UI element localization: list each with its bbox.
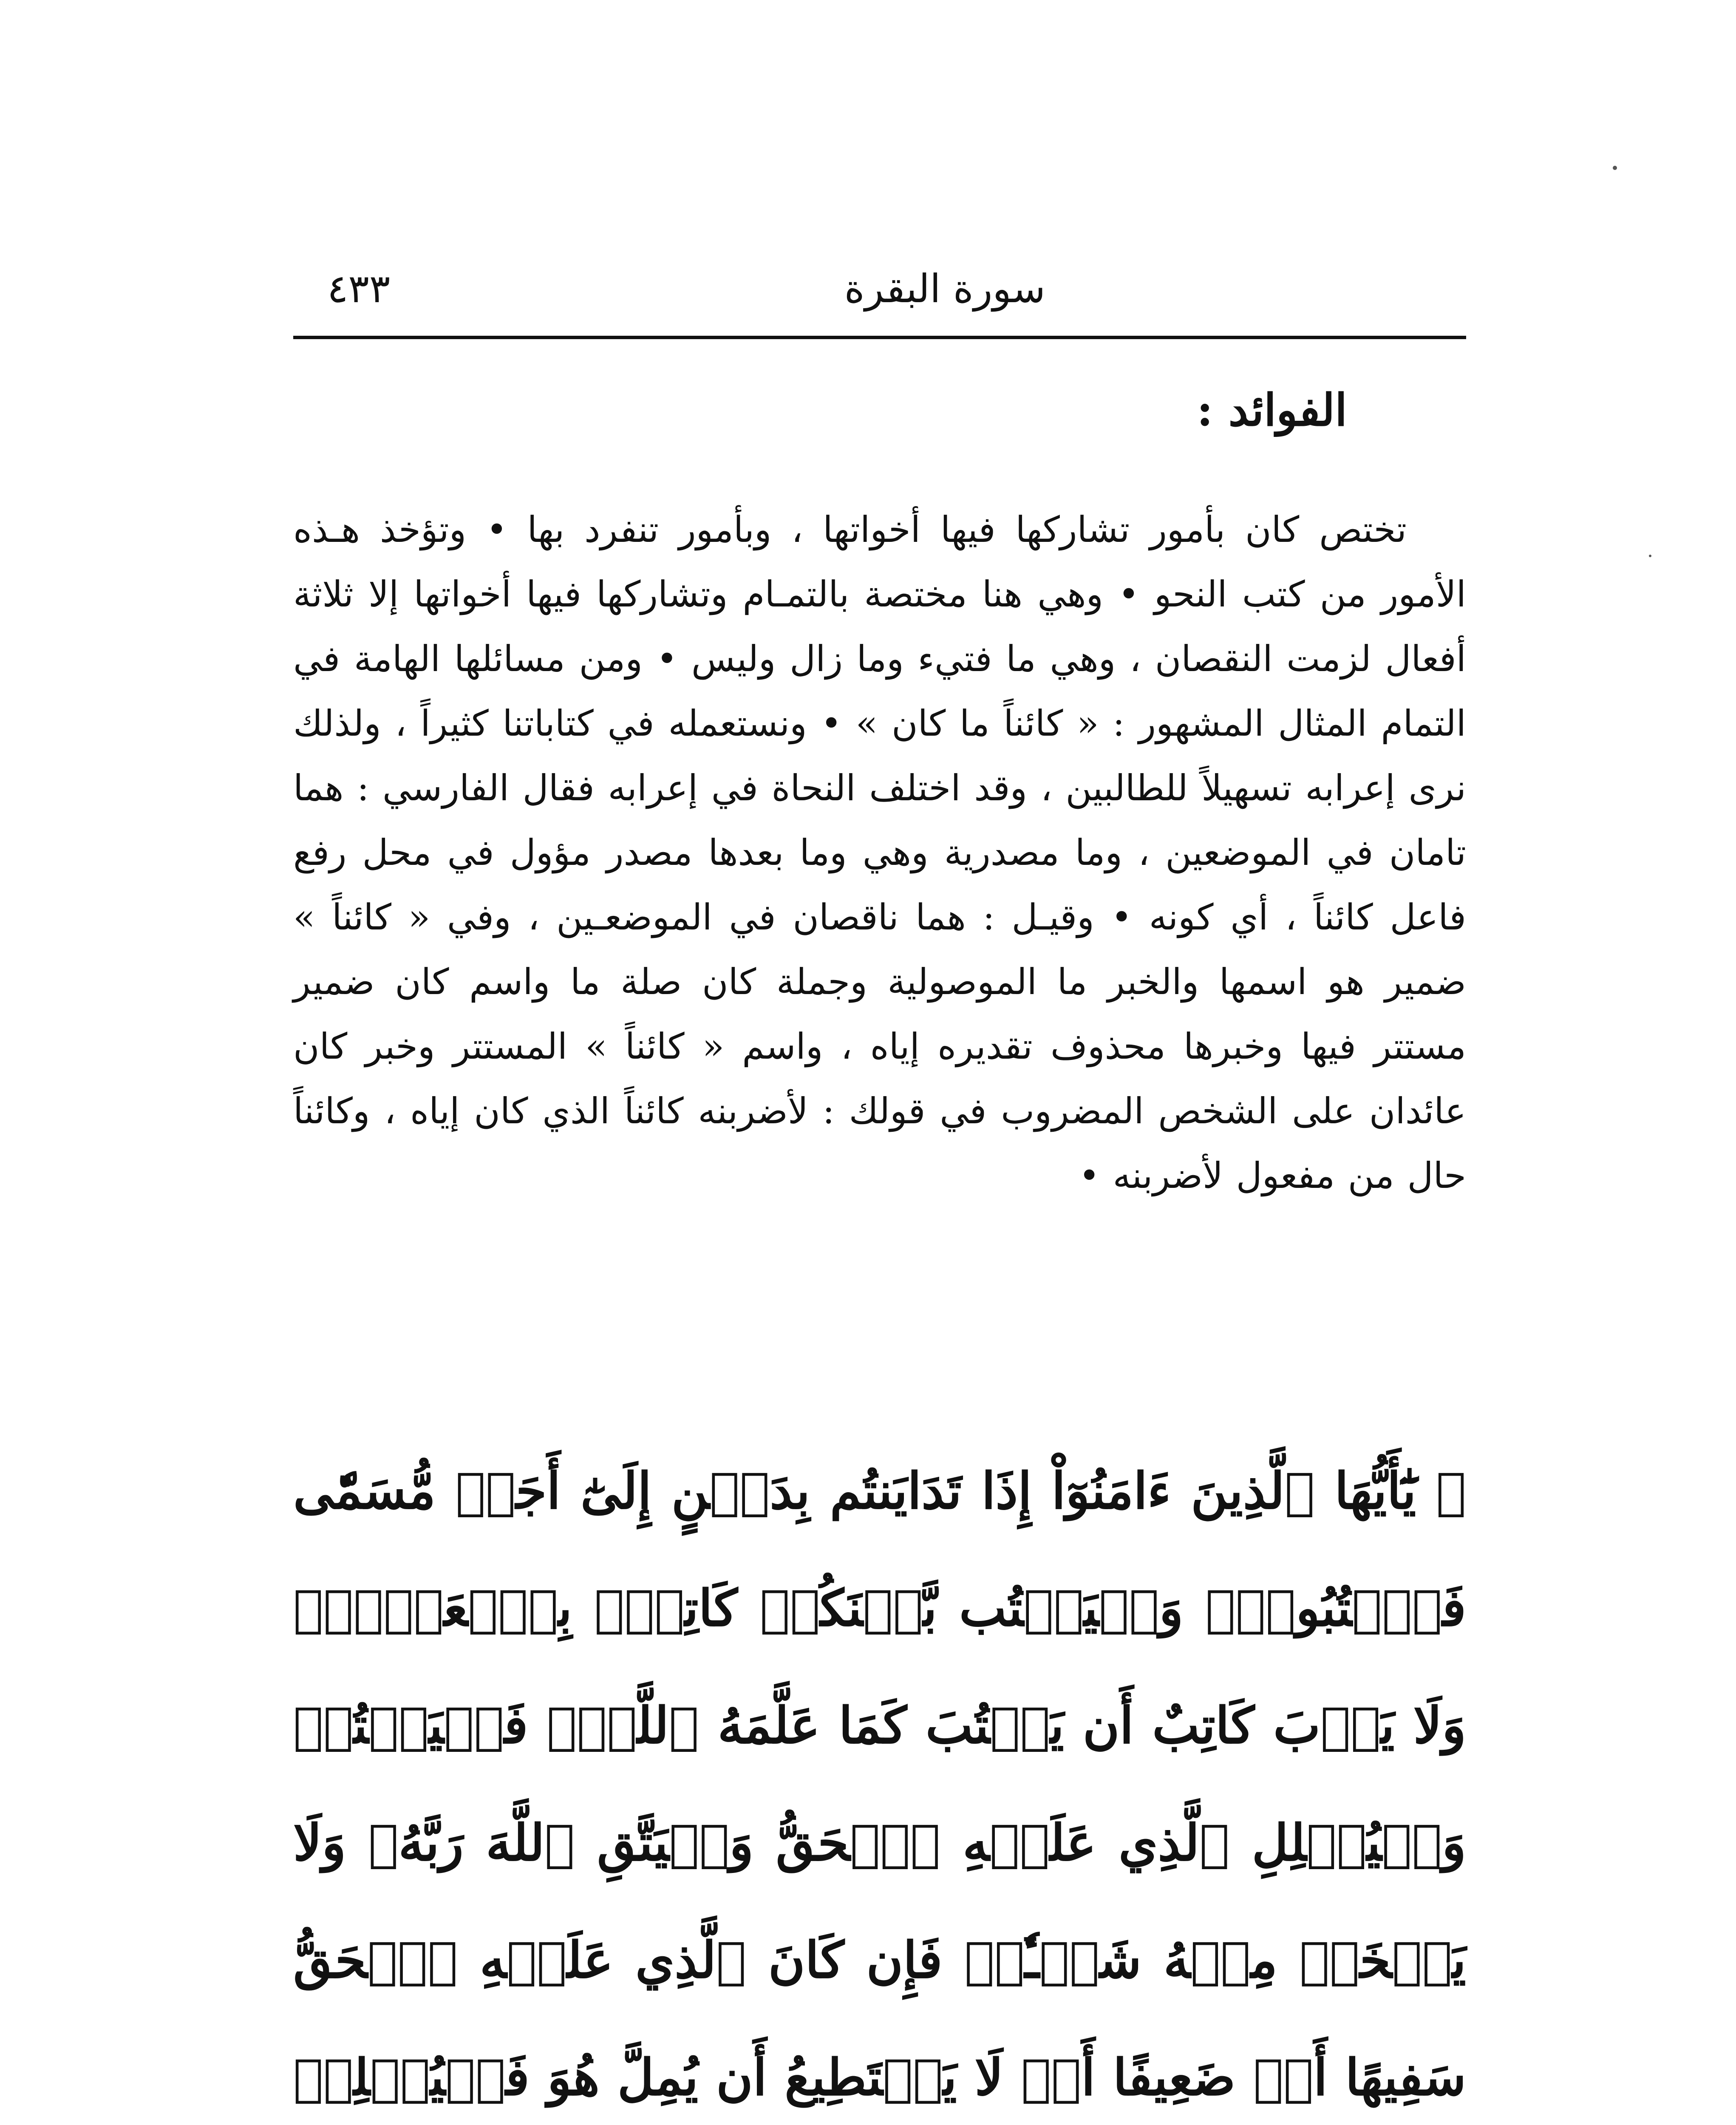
header-rule [293,336,1466,339]
section-heading: الفوائد : [1197,384,1347,436]
page-number: ٤٣٣ [327,266,391,312]
scan-speck [1649,555,1651,557]
scan-speck [1613,166,1617,170]
quran-verse-text: ﴿ يَٰٓأَيُّهَا ٱلَّذِينَ ءَامَنُوٓاْ إِذَا تَدَايَنتُم بِدَيۡنٍ إِلَىٰٓ أَجَلٖ مُّسَمّٗى فَٱكۡتُبُوهُۚ وَلۡيَكۡتُب بَّيۡنَكُمۡ كَاتِبُۢ بِٱلۡعَدۡلِۚ وَلَا يَأۡبَ كَاتِبٌ أَن يَكۡتُبَ كَمَا عَلَّمَهُ ٱللَّهُۚ فَلۡيَكۡتُبۡ وَلۡيُمۡلِلِ ٱلَّذِي عَلَيۡهِ ٱلۡحَقُّ وَلۡيَتَّقِ ٱللَّهَ رَبَّهُۥ وَلَا يَبۡخَسۡ مِنۡهُ شَيۡـٔٗاۚ فَإِن كَانَ ٱلَّذِي عَلَيۡهِ ٱلۡحَقُّ سَفِيهًا أَوۡ ضَعِيفًا أَوۡ لَا يَسۡتَطِيعُ أَن يُمِلَّ هُوَ فَلۡيُمۡلِلۡ [293,1461,1466,2107]
commentary-block [293,497,1466,1208]
quran-verse-block [293,1432,1466,2125]
commentary-paragraph: تختص كان بأمور تشاركها فيها أخواتها ، وبأمور تنفرد بها • وتؤخذ هـذه الأمور من كتب النحو • وهي هنا مختصة بالتمـام وتشاركها فيها أخواتها إلا ثلاثة أفعال لزمت النقصان ، وهي ما فتيء وما زال وليس • ومن مسائلها الهامة في التمام المثال المشهور : « كائناً ما كان » • ونستعمله في كتاباتنا كثيراً ، ولذلك نرى إعرابه تسهيلاً للطالبين ، وقد اختلف النحاة في إعرابه فقال الفارسي : هما تامان في الموضعين ، وما مصدرية وهي وما بعدها مصدر مؤول في محل رفع فاعل كائناً ، أي كونه • وقيـل : هما ناقصان في الموضعـين ، وفي « كائناً » ضمير هو اسمها والخبر ما الموصولية وجملة كان صلة ما واسم كان ضمير مستتر فيها وخبرها محذوف تقديره إياه ، واسم « كائناً » المستتر وخبر كان عائدان على الشخص المضروب في قولك : لأضربنه كائناً الذي كان إياه ، وكائناً حال من مفعول لأضربنه • [293,509,1466,1196]
running-title: سورة البقرة [844,266,1045,312]
page-header [289,255,1470,327]
